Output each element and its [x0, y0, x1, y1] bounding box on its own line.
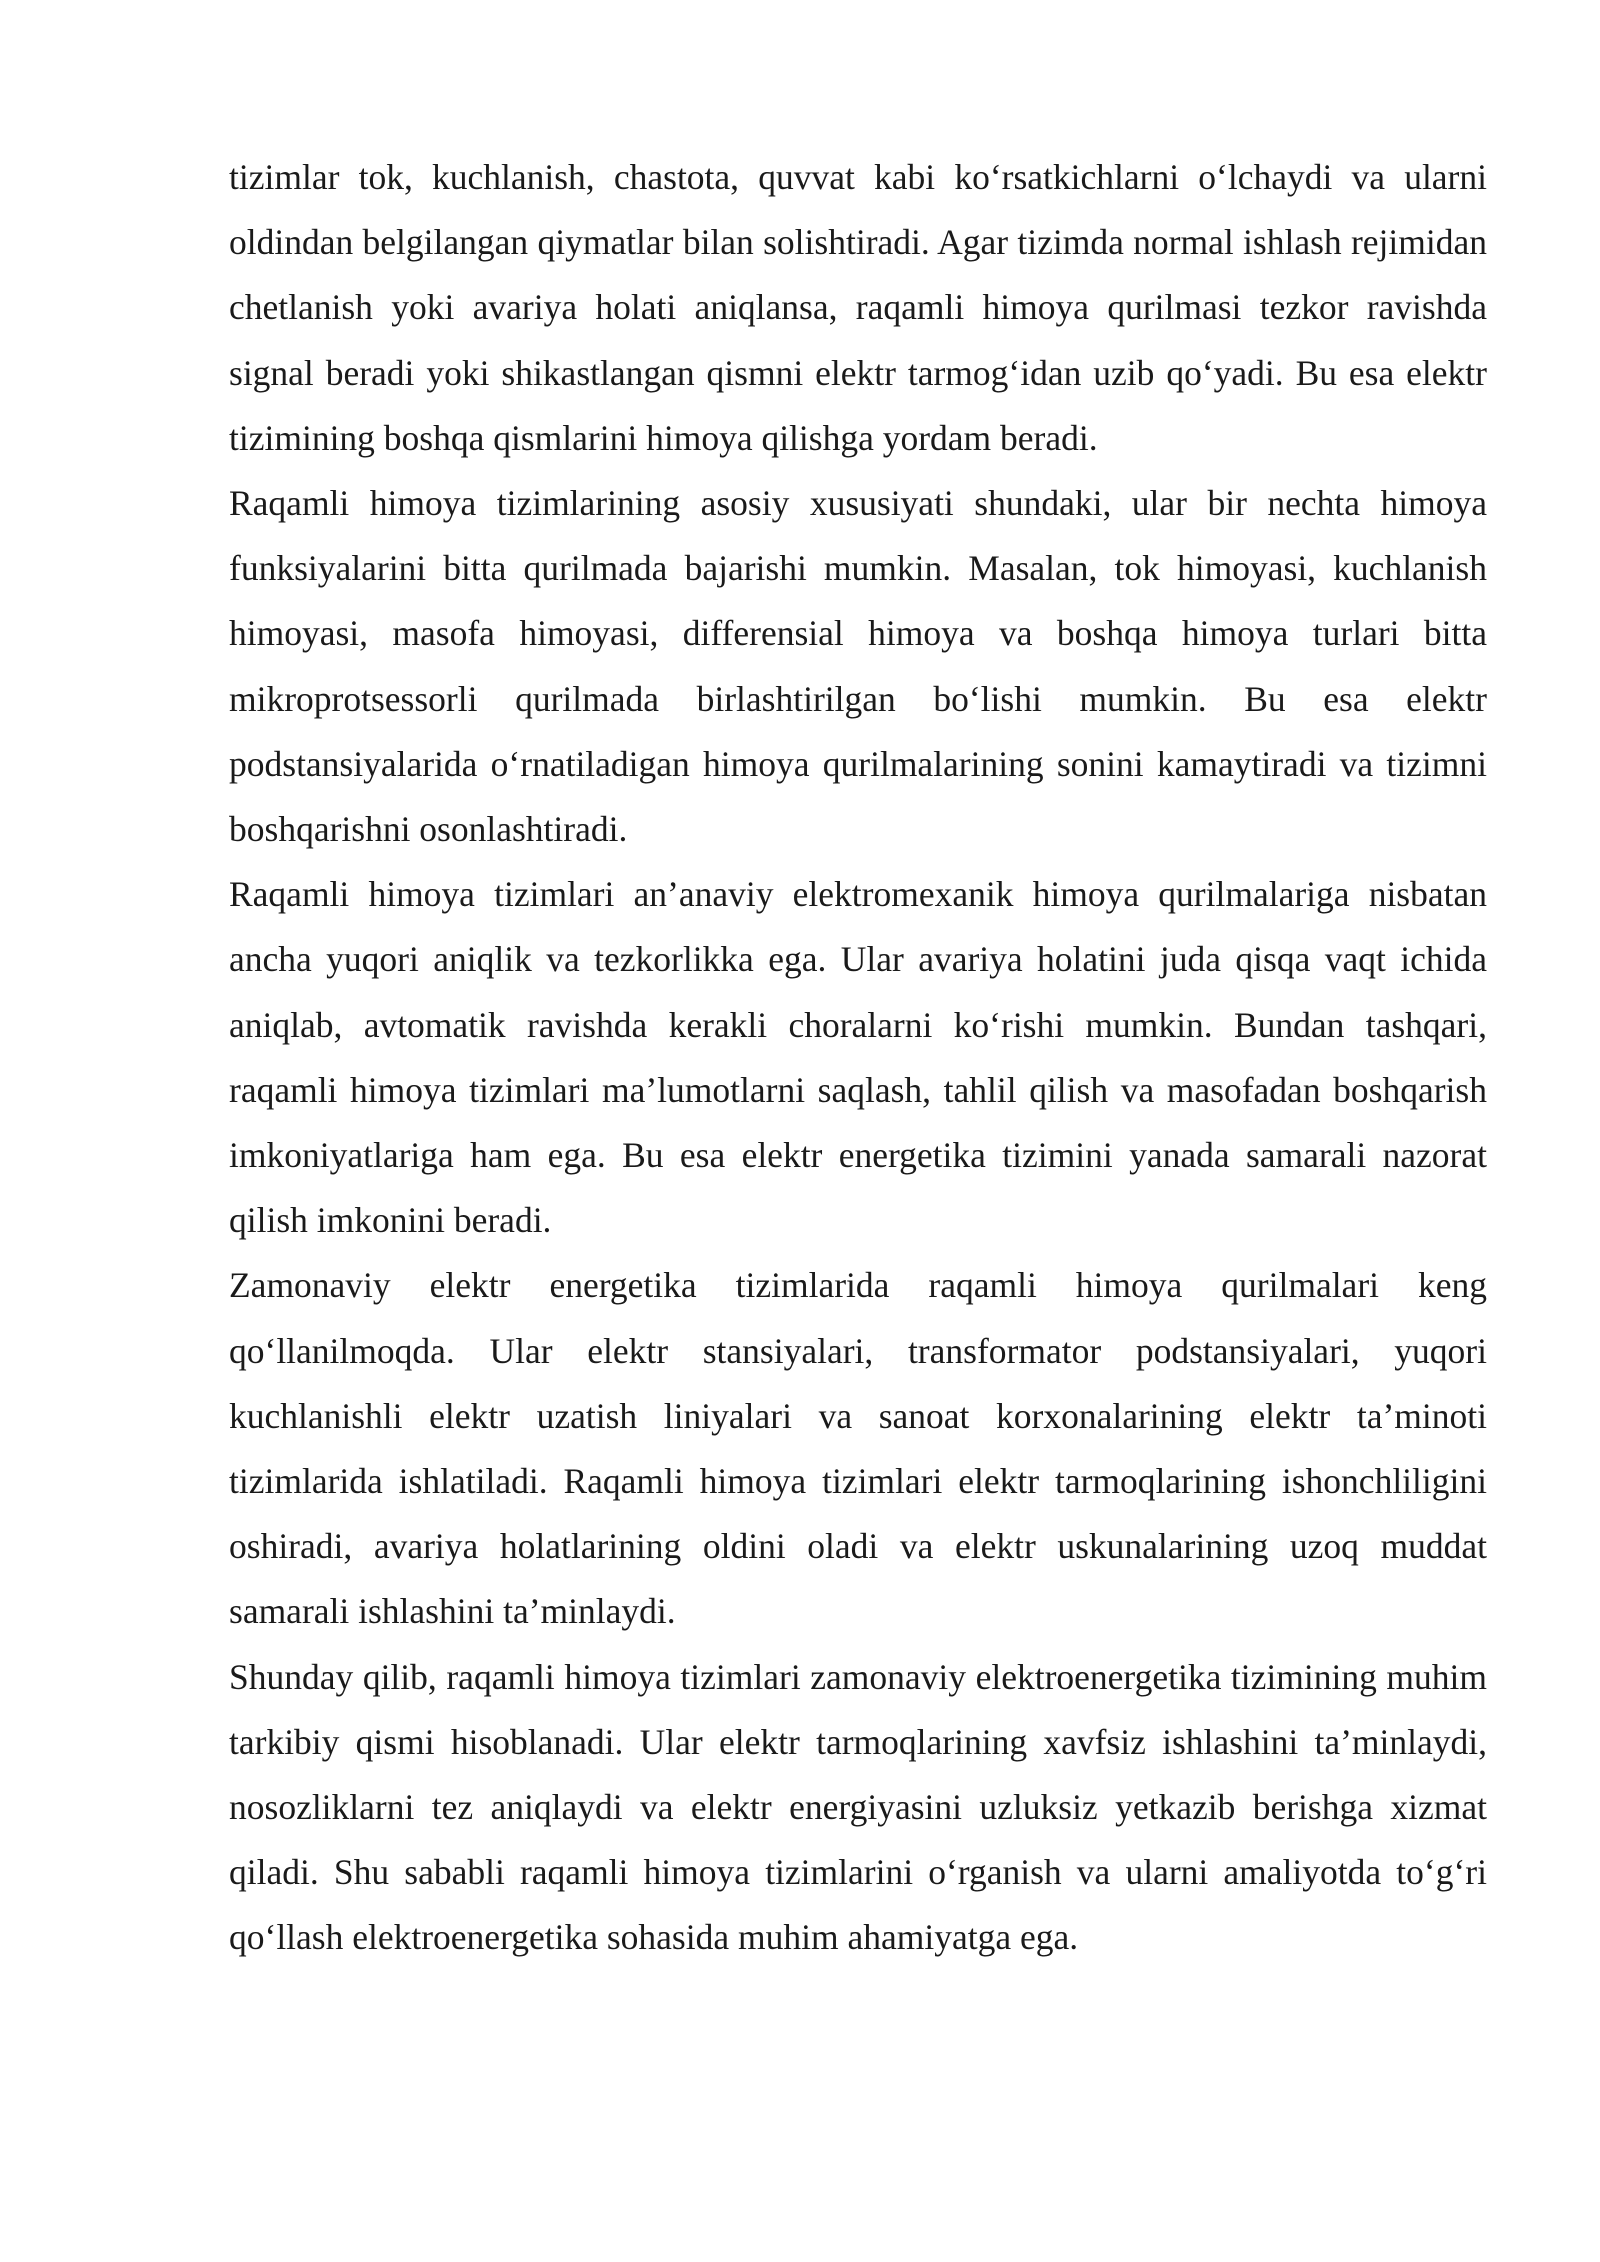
paragraph-applications: Zamonaviy elektr energetika tizimlarida raqamli himoya qurilmalari keng qo‘llanilmoqda. Ular elektr stansiyalari, transformator podstansiyalari, yuqori kuchlanishli elektr uzatish liniyalari va sanoat korxonalarining elektr ta’minoti tizimlarida ishlatiladi. Raqamli himoya tizimlari elektr tarmoqlarining ishonchliligini oshiradi, avariya holatlarining oldini oladi va elektr uskunalarining uzoq muddat samarali ishlashini ta’minlaydi. [229, 1265, 1487, 1632]
paragraph-features: Raqamli himoya tizimlarining asosiy xususiyati shundaki, ular bir nechta himoya funksiyalarini bitta qurilmada bajarishi mumkin. Masalan, tok himoyasi, kuchlanish himoyasi, masofa himoyasi, differensial himoya va boshqa himoya turlari bitta mikroprotsessorli qurilmada birlashtirilgan bo‘lishi mumkin. Bu esa elektr podstansiyalarida o‘rnatiladigan himoya qurilmalarining sonini kamaytiradi va tizimni boshqarishni osonlashtiradi. [229, 483, 1487, 850]
paragraph-conclusion: Shunday qilib, raqamli himoya tizimlari zamonaviy elektroenergetika tizimining muhim tarkibiy qismi hisoblanadi. Ular elektr tarmoqlarining xavfsiz ishlashini ta’minlaydi, nosozliklarni tez aniqlaydi va elektr energiyasini uzluksiz yetkazib berishga xizmat qiladi. Shu sababli raqamli himoya tizimlarini o‘rganish va ularni amaliyotda to‘g‘ri qo‘llash elektroenergetika sohasida muhim ahamiyatga ega. [229, 1656, 1487, 1958]
paragraph-continuation: tizimlar tok, kuchlanish, chastota, quvvat kabi ko‘rsatkichlarni o‘lchaydi va ularni oldindan belgilangan qiymatlar bilan solishtiradi. Agar tizimda normal ishlash rejimidan chetlanish yoki avariya holati aniqlansa, raqamli himoya qurilmasi tezkor ravishda signal beradi yoki shikastlangan qismni elektr tarmog‘idan uzib qo‘yadi. Bu esa elektr tizimining boshqa qismlarini himoya qilishga yordam beradi. [229, 157, 1487, 458]
body-text [229, 145, 1487, 1971]
paragraph-advantages: Raqamli himoya tizimlari an’anaviy elektromexanik himoya qurilmalariga nisbatan ancha yuqori aniqlik va tezkorlikka ega. Ular avariya holatini juda qisqa vaqt ichida aniqlab, avtomatik ravishda kerakli choralarni ko‘rishi mumkin. Bundan tashqari, raqamli himoya tizimlari ma’lumotlarni saqlash, tahlil qilish va masofadan boshqarish imkoniyatlariga ham ega. Bu esa elektr energetika tizimini yanada samarali nazorat qilish imkonini beradi. [229, 874, 1487, 1241]
